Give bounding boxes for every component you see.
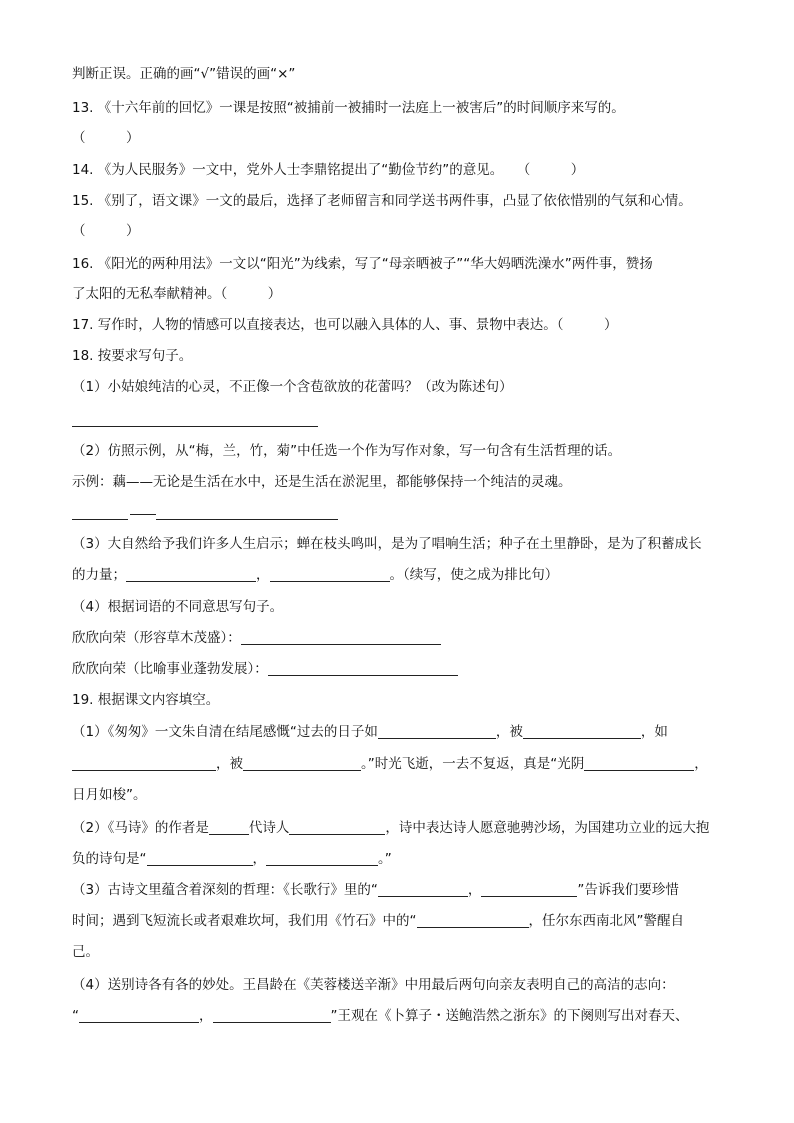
answer-dash-18-2 (130, 514, 156, 515)
q19-4-text-a: “ (72, 1008, 79, 1024)
answer-line-18-2-sentence[interactable] (156, 519, 338, 520)
question-13: 13. 《十六年前的回忆》一课是按照“被捕前一被捕时一法庭上一被害后”的时间顺序来写的。 (72, 100, 625, 116)
question-19: 19. 根据课文内容填空。 (72, 692, 220, 708)
answer-line-18-1[interactable] (72, 426, 318, 427)
blank-18-4-b[interactable] (268, 661, 458, 676)
q19-1-text-a: （1）《匆匆》一文朱自清在结尾感慨“过去的日子如 (72, 724, 378, 740)
q19-1-text-d: ，被 (216, 756, 243, 772)
question-19-1-line-2 (72, 754, 708, 774)
q19-1-text-b: ，被 (495, 724, 523, 740)
q19-3-text-e: ，任尔东西南北风”警醒自 (528, 913, 684, 929)
question-16-line-2: 了太阳的无私奉献精神。（ ） (72, 286, 282, 302)
question-19-3-line-3: 己。 (72, 944, 99, 960)
question-15: 15. 《别了，语文课》一文的最后，选择了老师留言和同学送书两件事，凸显了依依惜别的气氛和心情。 (72, 193, 692, 209)
q19-1-text-c: ，如 (640, 724, 668, 740)
question-18-3-line-2 (72, 565, 558, 585)
blank-19-2-c[interactable] (147, 851, 253, 866)
q19-1-text-f: ， (694, 756, 708, 772)
question-19-2-line-1 (72, 818, 709, 838)
q19-3-text-c: ”告诉我们要珍惜 (577, 882, 679, 898)
q18-3-text-c: 。（续写，使之成为排比句） (389, 567, 559, 583)
question-18-4-a (72, 628, 441, 648)
question-18-3-line-1: （3）大自然给予我们许多人生启示；蝉在枝头鸣叫，是为了唱响生活；种子在土里静卧，是为了积蓄成长 (72, 536, 702, 552)
question-19-1-line-3: 日月如梭”。 (72, 787, 147, 803)
question-18-2: （2）仿照示例，从“梅，兰，竹，菊”中任选一个作为写作对象，写一句含有生活哲理的话。 (72, 443, 622, 459)
q19-2-text-d: 负的诗句是“ (72, 851, 147, 867)
blank-19-1-e[interactable] (584, 756, 694, 771)
blank-19-3-a[interactable] (378, 882, 468, 897)
q19-3-text-d: 时间；遇到飞短流长或者艰难坎坷，我们用《竹石》中的“ (72, 913, 417, 929)
blank-18-3-a[interactable] (126, 567, 256, 582)
blank-18-4-a[interactable] (241, 630, 441, 645)
blank-19-3-b[interactable] (481, 882, 577, 897)
question-17: 17. 写作时，人物的情感可以直接表达，也可以融入具体的人、事、景物中表达。（ ） (72, 317, 618, 333)
question-19-2-line-2 (72, 849, 392, 869)
answer-paren-15[interactable]: （ ） (72, 223, 140, 239)
question-19-4-line-2 (72, 1006, 689, 1026)
q19-2-text-b: 代诗人 (248, 820, 290, 836)
q18-3-text-b: ， (256, 567, 270, 583)
q19-4-text-c: ”王观在《卜算子・送鲍浩然之浙东》的下阕则写出对春天、 (330, 1008, 689, 1024)
question-16-line-1: 16. 《阳光的两种用法》一文以“阳光”为线索，写了“母亲晒被子”“华大妈晒洗澡水”两件事，赞扬 (72, 256, 653, 272)
q19-2-text-a: （2）《马诗》的作者是 (72, 820, 209, 836)
blank-19-4-b[interactable] (213, 1008, 331, 1023)
q18-4-b-label: 欣欣向荣（比喻事业蓬勃发展）： (72, 661, 268, 677)
q19-3-text-b: ， (467, 882, 482, 898)
q19-4-text-b: ， (199, 1008, 213, 1024)
answer-line-18-2-object[interactable] (72, 519, 128, 520)
q18-3-text-a: 的力量； (72, 567, 126, 583)
question-18: 18. 按要求写句子。 (72, 348, 193, 364)
question-19-3-line-2 (72, 911, 684, 931)
q18-4-a-label: 欣欣向荣（形容草木茂盛）： (72, 630, 241, 646)
blank-19-2-d[interactable] (266, 851, 378, 866)
q19-3-text-a: （3）古诗文里蕴含着深刻的哲理：《长歌行》里的“ (72, 882, 378, 898)
question-18-2-example: 示例：藕——无论是生活在水中，还是生活在淤泥里，都能够保持一个纯洁的灵魂。 (72, 474, 572, 490)
blank-19-1-a[interactable] (378, 724, 496, 739)
question-19-4-line-1: （4）送别诗各有各的妙处。王昌龄在《芙蓉楼送辛渐》中用最后两句向亲友表明自己的高洁的志向： (72, 977, 675, 993)
instruction-text: 判断正误。正确的画“√”错误的画“×” (72, 66, 296, 82)
q19-2-text-f: 。” (378, 851, 392, 867)
q19-2-text-e: ， (252, 851, 266, 867)
question-19-1-line-1 (72, 722, 668, 742)
q19-1-text-e: 。”时光飞逝，一去不复返，真是“光阴 (361, 756, 585, 772)
blank-18-3-b[interactable] (270, 567, 390, 582)
question-14: 14. 《为人民服务》一文中，党外人士李鼎铭提出了“勤俭节约”的意见。 （ ） (72, 162, 585, 178)
blank-19-4-a[interactable] (79, 1008, 199, 1023)
q19-2-text-c: ，诗中表达诗人愿意驰骋沙场，为国建功立业的远大抱 (385, 820, 710, 836)
blank-19-2-a[interactable] (209, 820, 249, 835)
blank-19-1-c[interactable] (72, 756, 216, 771)
question-19-3-line-1 (72, 880, 679, 900)
answer-paren-13[interactable]: （ ） (72, 130, 140, 146)
question-18-4-b (72, 659, 458, 679)
blank-19-1-d[interactable] (243, 756, 361, 771)
blank-19-2-b[interactable] (289, 820, 385, 835)
question-18-4: （4）根据词语的不同意思写句子。 (72, 599, 284, 615)
blank-19-3-c[interactable] (417, 913, 529, 928)
blank-19-1-b[interactable] (523, 724, 641, 739)
question-18-1: （1）小姑娘纯洁的心灵，不正像一个含苞欲放的花蕾吗？（改为陈述句） (72, 379, 513, 395)
